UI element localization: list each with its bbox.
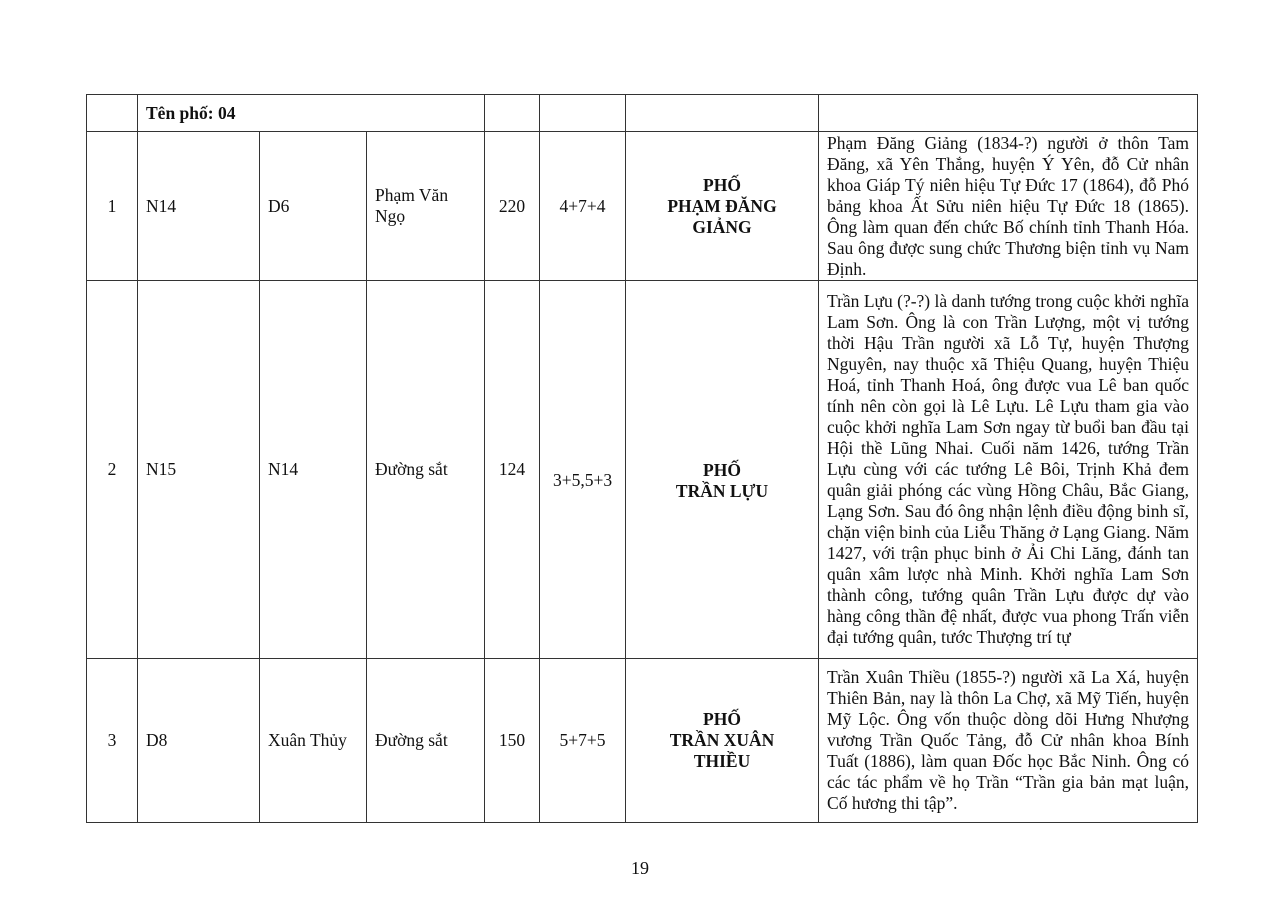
header-empty-cell bbox=[485, 95, 540, 132]
street-group-label: Tên phố: 04 bbox=[138, 95, 485, 132]
header-empty-cell bbox=[819, 95, 1198, 132]
street-name bbox=[626, 659, 819, 823]
street-name-line: PHẠM ĐĂNG bbox=[667, 195, 777, 216]
street-description: Trần Xuân Thiều (1855-?) người xã La Xá, huyện Thiên Bản, nay là thôn La Chợ, xã Mỹ Tiến, huyện Mỹ Lộc. Ông vốn thuộc dòng dõi Hưng Nhượng vương Trần Quốc Tảng, đỗ Cử nhân khoa Bính Tuất (1886), làm quan Đốc học Bắc Ninh. Ông có các tác phẩm về họ Trần “Trần gia bản mạt luận, Cố hương thi tập”. bbox=[819, 659, 1198, 823]
start-point: D8 bbox=[138, 659, 260, 823]
cross-section: 3+5,5+3 bbox=[540, 281, 626, 659]
street-length: 220 bbox=[485, 132, 540, 281]
street-name-line: TRẦN LỰU bbox=[675, 480, 769, 501]
table-row bbox=[87, 659, 1198, 823]
table-row bbox=[87, 281, 1198, 659]
cross-section: 4+7+4 bbox=[540, 132, 626, 281]
street-name-line: THIỀU bbox=[693, 751, 751, 771]
street-name-line: PHỐ bbox=[703, 174, 741, 195]
header-empty-cell bbox=[87, 95, 138, 132]
start-point: N14 bbox=[138, 132, 260, 281]
street-length: 124 bbox=[485, 281, 540, 659]
from-street: Đường sắt bbox=[367, 281, 485, 659]
street-description: Phạm Đăng Giảng (1834-?) người ở thôn Tam Đăng, xã Yên Thắng, huyện Ý Yên, đỗ Cử nhân khoa Giáp Tý niên hiệu Tự Đức 17 (1864), đỗ Phó bảng khoa Ất Sửu niên hiệu Tự Đức 18 (1865). Ông làm quan đến chức Bố chính tỉnh Thanh Hóa. Sau ông được sung chức Thương biện tỉnh vụ Nam Định. bbox=[819, 132, 1198, 281]
street-naming-table bbox=[86, 94, 1198, 823]
from-street: Đường sắt bbox=[367, 659, 485, 823]
header-empty-cell bbox=[626, 95, 819, 132]
street-name bbox=[626, 281, 819, 659]
street-name-line: GIẢNG bbox=[692, 216, 752, 237]
start-point: N15 bbox=[138, 281, 260, 659]
from-street: Phạm Văn Ngọ bbox=[367, 132, 485, 281]
page-number: 19 bbox=[631, 858, 649, 878]
street-length: 150 bbox=[485, 659, 540, 823]
row-index: 1 bbox=[87, 132, 138, 281]
row-index: 3 bbox=[87, 659, 138, 823]
street-name-line: TRẦN XUÂN bbox=[669, 730, 775, 750]
table-row bbox=[87, 132, 1198, 281]
end-point: Xuân Thủy bbox=[260, 659, 367, 823]
header-empty-cell bbox=[540, 95, 626, 132]
cross-section: 5+7+5 bbox=[540, 659, 626, 823]
street-group-header-row bbox=[87, 95, 1198, 132]
street-name-line: PHỐ bbox=[703, 709, 741, 729]
row-index: 2 bbox=[87, 281, 138, 659]
street-description: Trần Lựu (?-?) là danh tướng trong cuộc khởi nghĩa Lam Sơn. Ông là con Trần Lượng, một vị tướng thời Hậu Trần người xã Lỗ Tự, huyện Thượng Nguyên, nay thuộc xã Thiệu Quang, huyện Thiệu Hoá, tỉnh Thanh Hoá, ông được vua Lê ban quốc tính nên còn gọi là Lê Lựu. Lê Lựu tham gia vào cuộc khởi nghĩa Lam Sơn ngay từ buổi ban đầu tại Hội thề Lũng Nhai. Cuối năm 1426, tướng Trần Lựu cùng với các tướng Lê Bôi, Trịnh Khả đem quân giải phóng các vùng Hồng Châu, Bắc Giang, Lạng Sơn. Sau đó ông nhận lệnh điều động binh sĩ, chặn viện binh của Liễu Thăng ở Lạng Giang. Năm 1427, với trận phục binh ở Ải Chi Lăng, đánh tan quân xâm lược nhà Minh. Khởi nghĩa Lam Sơn thành công, tướng quân Trần Lựu được dự vào hàng công thần đệ nhất, được vua phong Trấn viễn đại tướng quân, tước Thượng trí tự bbox=[819, 281, 1198, 659]
street-name-line: PHỐ bbox=[703, 459, 741, 480]
end-point: N14 bbox=[260, 281, 367, 659]
end-point: D6 bbox=[260, 132, 367, 281]
street-name bbox=[626, 132, 819, 281]
